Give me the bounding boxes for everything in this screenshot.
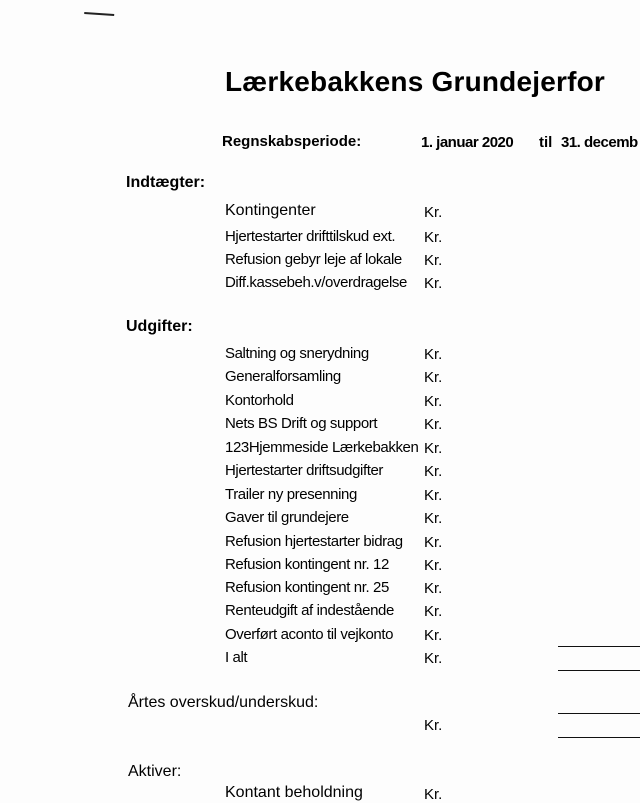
period-end: 31. decemb [561,134,638,151]
currency-label: Kr. [424,346,443,363]
expense-item: Trailer ny presenning [225,486,357,503]
currency-label: Kr. [424,603,443,620]
income-heading: Indtægter: [126,174,206,191]
sum-line [558,670,640,671]
expense-item: Generalforsamling [225,368,341,385]
currency-label: Kr. [424,463,443,480]
currency-label: Kr. [424,440,443,457]
expense-item: Nets BS Drift og support [225,415,378,432]
currency-label: Kr. [424,717,443,734]
currency-label: Kr. [424,510,443,527]
expense-item: Renteudgift af indestående [225,602,394,619]
pen-mark [84,12,114,22]
document-title: Lærkebakkens Grundejerfor [225,66,606,97]
currency-label: Kr. [424,650,443,667]
income-item: Refusion gebyr leje af lokale [225,251,402,268]
income-item: Hjertestarter drifttilskud ext. [225,228,396,245]
currency-label: Kr. [424,275,443,292]
currency-label: Kr. [424,580,443,597]
expense-total-label: I alt [225,649,248,666]
currency-label: Kr. [424,229,443,246]
expense-item: Overført aconto til vejkonto [225,626,394,643]
currency-label: Kr. [424,557,443,574]
asset-item: Kontant beholdning [225,784,363,801]
currency-label: Kr. [424,627,443,644]
expense-item: Refusion kontingent nr. 25 [225,579,389,596]
currency-label: Kr. [424,487,443,504]
sum-line [558,713,640,714]
currency-label: Kr. [424,252,443,269]
period-start: 1. januar 2020 [421,134,514,151]
sum-line [558,646,640,647]
currency-label: Kr. [424,369,443,386]
period-separator: til [539,134,553,151]
expense-item: Refusion hjertestarter bidrag [225,533,403,550]
period-label: Regnskabsperiode: [222,133,362,150]
expense-item: Hjertestarter driftsudgifter [225,462,384,479]
expense-item: Kontorhold [225,392,294,409]
expense-item: Saltning og snerydning [225,345,369,362]
expense-item: Refusion kontingent nr. 12 [225,556,389,573]
currency-label: Kr. [424,534,443,551]
assets-heading: Aktiver: [128,763,182,780]
expenses-heading: Udgifter: [126,318,193,335]
currency-label: Kr. [424,204,443,221]
expense-item: Gaver til grundejere [225,509,349,526]
currency-label: Kr. [424,393,443,410]
sum-line [558,737,640,738]
income-item: Kontingenter [225,202,316,219]
currency-label: Kr. [424,786,443,803]
income-item: Diff.kassebeh.v/overdragelse [225,274,407,291]
result-heading: Årtes overskud/underskud: [128,694,319,711]
expense-item: 123Hjemmeside Lærkebakken [225,439,419,456]
currency-label: Kr. [424,416,443,433]
